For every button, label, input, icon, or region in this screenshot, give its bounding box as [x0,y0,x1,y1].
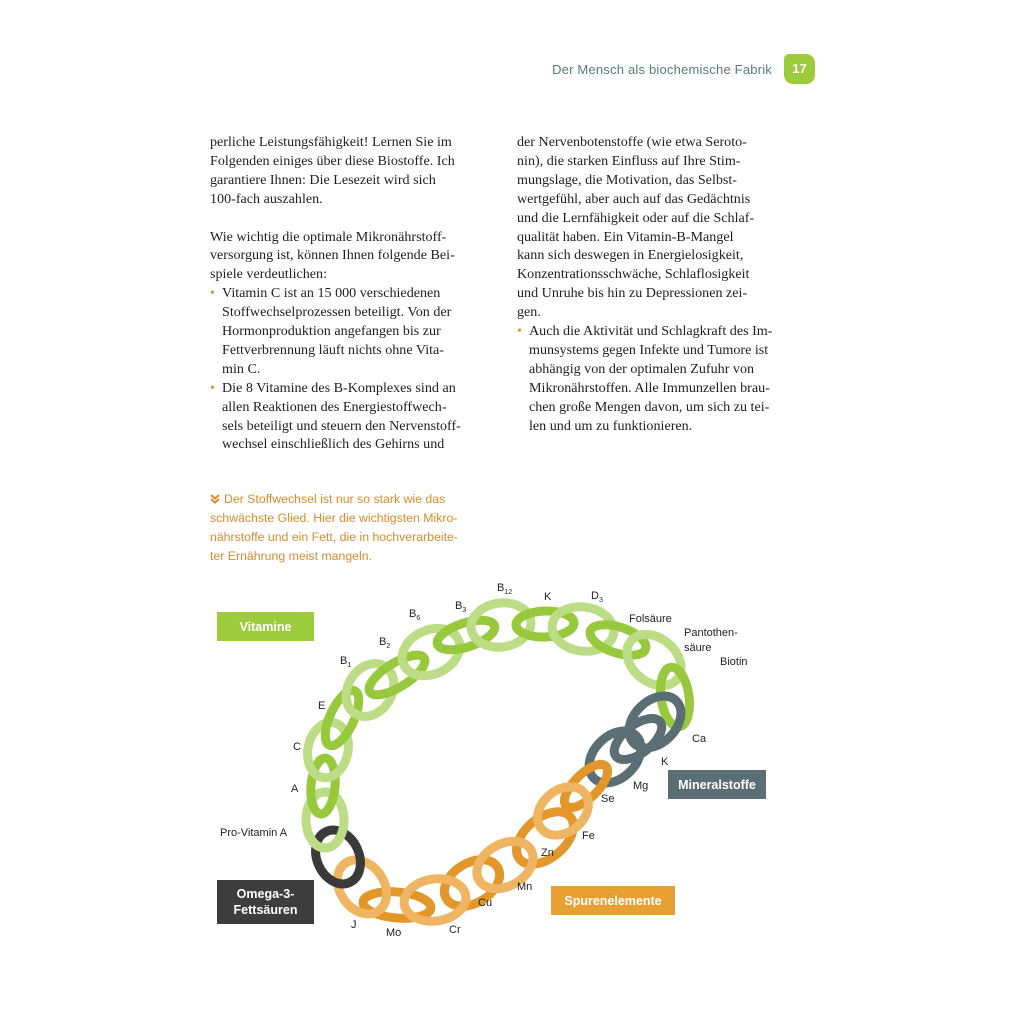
category-omega3-box [217,880,314,924]
text-line: kann sich deswegen in Energielosigkeit, [517,247,744,264]
label-vitamin-b2: $B_2$ [379,636,391,650]
label-jod: J [351,919,357,931]
text-line: • Vitamin C ist an 15 000 verschiedenen [222,285,441,302]
label-pantothensaeure: Pantothen- [684,627,738,639]
text-line: der Nervenbotenstoffe (wie etwa Seroto- [517,134,747,150]
text-line: sels beteiligt und steuern den Nervenstoff- [222,417,461,434]
link-omega3 [307,823,369,892]
category-vitamine-box: Vitamine [217,612,314,641]
bullet-list [517,322,797,435]
text-line: • Auch die Aktivität und Schlagkraft des Im- [529,323,773,340]
link-vitamin-b1 [337,655,404,726]
link-vitamin-e [318,686,365,751]
caption-line: Der Stoffwechsel ist nur so stark wie das [210,490,500,509]
link-vitamin-c [303,718,354,781]
link-pro-vitamin-a [306,792,344,848]
label-vitamin-e: E [318,700,326,712]
text-line: wertgefühl, aber auch auf das Gedächtnis [517,190,751,207]
text-line: wechsel einschließlich des Gehirns und [222,436,445,453]
text-line: munsystems gegen Infekte und Tumore ist [529,341,769,358]
text-line: versorgung ist, können Ihnen folgende Bei- [210,247,455,264]
chevron-down-icon [210,494,220,504]
page-number-badge: 17 [784,54,815,84]
label-zink: Zn [541,847,554,859]
label-biotin: Biotin [720,656,748,668]
text-line: len und um zu funktionieren. [529,417,693,434]
link-k [607,711,668,768]
text-line: 100-fach auszahlen. [210,190,323,207]
label-vitamin-b6: $B_6$ [409,608,421,622]
link-vitamin-d3 [549,603,617,655]
label-magnesium: Mg [633,780,649,792]
label-pantothensaeure-line2: säure [684,642,712,654]
bullet-immune-system [517,322,797,435]
text-line: qualität haben. Ein Vitamin-B-Mangel [517,228,734,245]
link-vitamin-a [309,757,338,815]
label-vitamin-c: C [293,741,301,753]
text-line: • Die 8 Vitamine des B-Komplexes sind an [222,379,456,396]
label-mangan: Mn [517,881,533,893]
link-pantothensaeure [617,624,691,696]
label-vitamin-b12: $B_{12}$ [497,582,513,596]
link-folsaeure [586,619,649,662]
label-calcium: Ca [692,733,707,745]
bullet-vitamin-c [210,284,490,379]
link-vitamin-b3 [434,614,498,655]
label-molybdaen: Mo [386,927,402,939]
link-biotin [657,665,693,728]
caption-line: schwächste Glied. Hier die wichtigsten Mikro- [210,511,458,525]
paragraph-neurotransmitters [517,133,797,322]
label-kalium: K [661,756,669,768]
label-vitamin-b1: $B_1$ [340,655,352,669]
text-line: gen. [517,304,541,321]
label-pro-vitamin-a: Pro-Vitamin A [220,827,288,839]
running-title: Der Mensch als biochemische Fabrik [552,62,772,77]
text-line: allen Reaktionen des Energiestoffwech- [222,398,447,415]
text-line: Folgenden einiges über diese Biostoffe. Ich [210,152,455,169]
link-mg [579,721,651,793]
text-line: abhängig von der optimalen Zufuhr von [529,360,755,377]
paragraph-intro-end [210,133,490,209]
chain-links [303,599,693,925]
link-j [327,851,396,924]
text-line: chen große Mengen davon, um sich zu tei- [529,398,770,415]
text-line: perliche Leistungsfähigkeit! Lernen Sie im [210,134,452,150]
link-cr [401,875,468,925]
left-text-column [210,133,490,454]
label-chrom: Cr [449,924,461,936]
text-line: min C. [222,360,261,377]
link-vitamin-b6 [395,619,468,684]
text-line: nin), die starken Einfluss auf Ihre Stim- [517,152,741,169]
label-vitamin-k: K [544,591,552,603]
text-line: garantiere Ihnen: Die Lesezeit wird sich [210,171,436,188]
label-eisen: Fe [582,830,595,842]
bullet-b-complex [210,379,490,455]
text-line: Mikronährstoffen. Alle Immunzellen brau- [529,379,770,396]
text-line: und die Lernfähigkeit oder auf die Schlaf- [517,209,755,226]
label-folsaeure: Folsäure [629,613,672,625]
label-vitamin-b3: $B_3$ [455,600,467,614]
label-selen: Se [601,793,615,805]
bullet-list [210,284,490,454]
text-line: und Unruhe bis hin zu Depressionen zei- [517,285,748,302]
right-text-column [517,133,797,436]
link-zn [507,801,583,874]
text-line: Fettverbrennung läuft nichts ohne Vita- [222,341,444,358]
text-line: Stoffwechselprozessen beteiligt. Von der [222,304,452,321]
text-line: Konzentrationsschwäche, Schlaflosigkeit [517,266,750,283]
link-mn [469,832,542,898]
link-vitamin-b12 [468,599,534,651]
paragraph-examples-intro [210,228,490,285]
category-spurenelemente-box: Spurenelemente [551,886,675,915]
link-fe [528,777,598,845]
link-vitamin-k [516,610,575,638]
link-se [558,758,615,815]
link-cu [436,850,508,916]
category-mineralstoffe-box: Mineralstoffe [668,770,766,799]
text-line: spiele verdeutlichen: [210,266,328,283]
label-vitamin-a: A [291,783,299,795]
caption-line: nährstoffe und ein Fett, die in hochverarbeite- [210,530,458,544]
link-ca [619,686,691,758]
label-vitamin-d3: $D_3$ [591,590,603,604]
label-kupfer: Cu [478,897,493,909]
text-line: Wie wichtig die optimale Mikronährstoff- [210,228,447,245]
omega3-label-line1: Omega-3- [236,887,295,901]
link-mo [362,889,432,921]
text-line: Hormonproduktion angefangen bis zur [222,323,441,340]
link-vitamin-b2 [364,648,431,702]
figure-caption [210,490,500,566]
caption-line: ter Ernährung meist mangeln. [210,549,372,563]
omega3-label-line2: Fettsäuren [233,903,298,917]
text-line: mungslage, die Motivation, das Selbst- [517,171,737,188]
